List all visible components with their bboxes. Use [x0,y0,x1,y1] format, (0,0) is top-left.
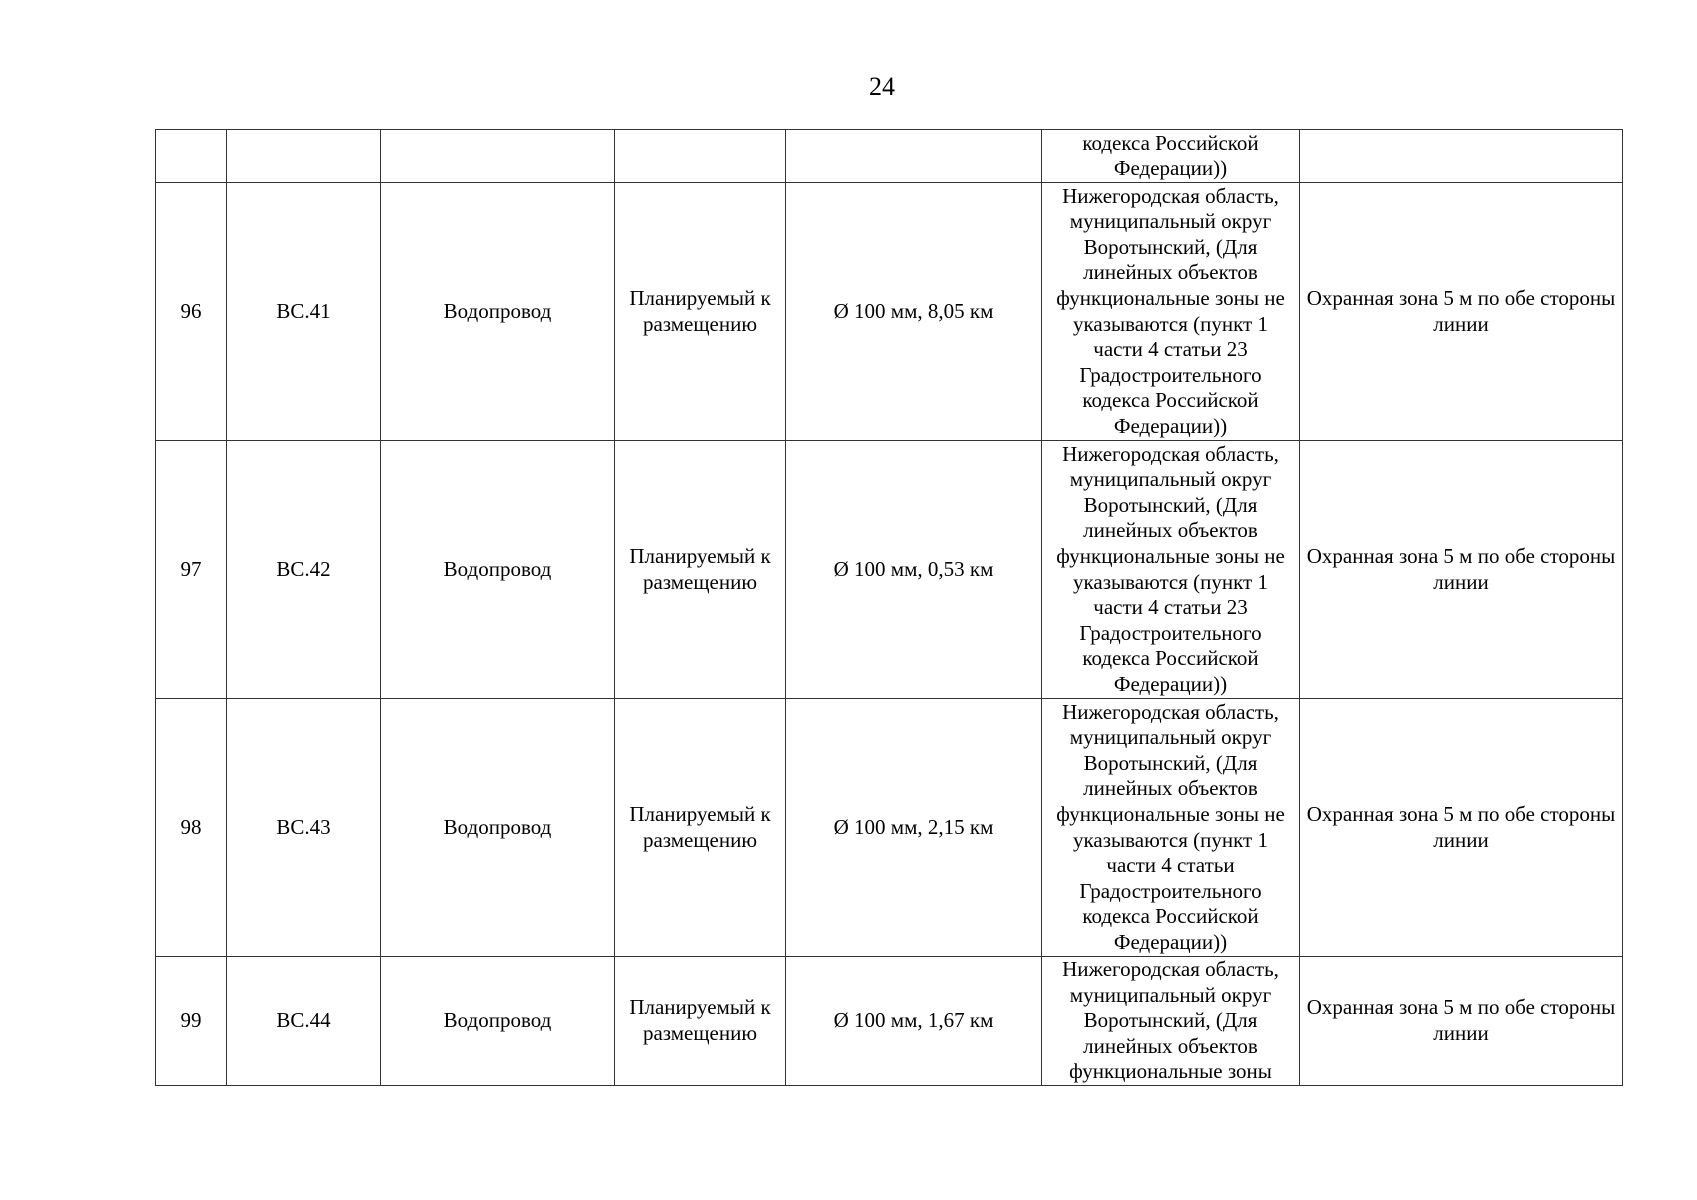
cell-name: Водопровод [381,183,615,441]
cell-zone: Охранная зона 5 м по обе стороны линии [1300,699,1623,957]
cell-num: 99 [156,957,227,1086]
cell-name: Водопровод [381,441,615,699]
cell-code: ВС.43 [227,699,381,957]
cell-code [227,130,381,183]
cell-name: Водопровод [381,699,615,957]
table-row-continuation [156,130,1623,183]
table-row [156,183,1623,441]
location-text: кодекса Российской Федерации)) [1082,130,1259,181]
cell-params: Ø 100 мм, 1,67 км [786,957,1042,1086]
cell-location [1042,957,1300,1086]
cell-zone: Охранная зона 5 м по обе стороны линии [1300,183,1623,441]
cell-code: ВС.41 [227,183,381,441]
cell-num: 97 [156,441,227,699]
table-row [156,957,1623,1086]
page-number: 24 [869,72,895,101]
cell-status: Планируемый к размещению [615,699,786,957]
cell-zone [1300,130,1623,183]
cell-num: 96 [156,183,227,441]
cell-code: ВС.44 [227,957,381,1086]
cell-location [1042,130,1300,183]
cell-status: Планируемый к размещению [615,441,786,699]
objects-table [155,129,1623,1086]
cell-location: Нижегородская область, муниципальный округ Воротынский, (Для линейных объектов функциональные зоны не указываются (пункт 1 части 4 статьи Градостроительного кодекса Российской Федерации)) [1042,699,1300,957]
cell-location: Нижегородская область, муниципальный округ Воротынский, (Для линейных объектов функциональные зоны не указываются (пункт 1 части 4 статьи 23 Градостроительного кодекса Российской Федерации)) [1042,183,1300,441]
table-row [156,441,1623,699]
cell-num [156,130,227,183]
cell-params: Ø 100 мм, 8,05 км [786,183,1042,441]
cell-params [786,130,1042,183]
table-row [156,699,1623,957]
cell-num: 98 [156,699,227,957]
cell-status [615,130,786,183]
cell-location: Нижегородская область, муниципальный округ Воротынский, (Для линейных объектов функциональные зоны не указываются (пункт 1 части 4 статьи 23 Градостроительного кодекса Российской Федерации)) [1042,441,1300,699]
cell-name [381,130,615,183]
cell-name: Водопровод [381,957,615,1086]
location-text: Нижегородская область, муниципальный округ Воротынский, (Для линейных объектов функциональные зоны [1062,957,1279,1084]
cell-zone: Охранная зона 5 м по обе стороны линии [1300,441,1623,699]
cell-params: Ø 100 мм, 0,53 км [786,441,1042,699]
cell-code: ВС.42 [227,441,381,699]
cell-status: Планируемый к размещению [615,957,786,1086]
cell-params: Ø 100 мм, 2,15 км [786,699,1042,957]
cell-zone: Охранная зона 5 м по обе стороны линии [1300,957,1623,1086]
cell-status: Планируемый к размещению [615,183,786,441]
